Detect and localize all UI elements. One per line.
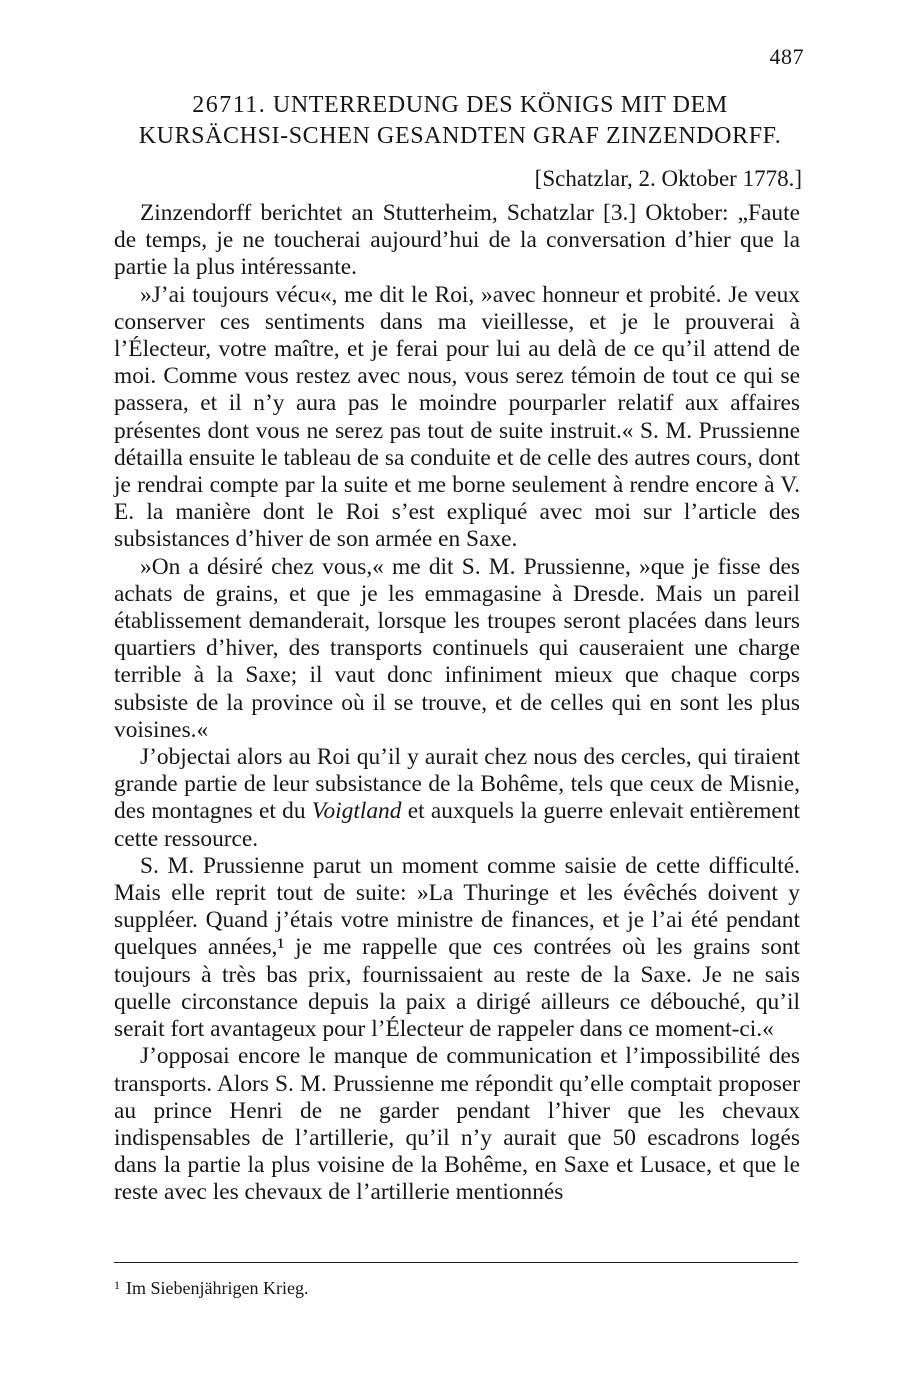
paragraph-3: »On a désiré chez vous,« me dit S. M. Prussienne, »que je fisse des achats de grains, et que je les emmagasine à Dresde. Mais un pareil établissement demanderait, lorsque les troupes seront placées dans leurs quartiers d’hiver, des transports continuels qui causeraient une charge terrible à la Saxe; il vaut donc infiniment mieux que chaque corps subsiste de la province où il se trouve, et de celles qui en sont les plus voisines.« xyxy=(114,553,800,743)
footnote-rule xyxy=(114,1262,798,1263)
paragraph-4: J’objectai alors au Roi qu’il y aurait chez nous des cercles, qui tiraient grande partie de leur subsistance de la Bohême, tels que ceux de Misnie, des montagnes et du Voigtland et auxquels la guerre enlevait entièrement cette ressource. xyxy=(114,744,800,852)
page-number: 487 xyxy=(769,44,804,69)
heading-number: 26711. xyxy=(192,92,267,118)
paragraph-1: Zinzendorff berichtet an Stutterheim, Schatzlar [3.] Oktober: „Faute de temps, je ne toucherai aujourd’hui de la conversation d’hier que la partie la plus intéressante. xyxy=(114,200,800,281)
section-heading xyxy=(118,90,802,152)
dateline: [Schatzlar, 2. Oktober 1778.] xyxy=(534,166,802,191)
paragraph-2: »J’ai toujours vécu«, me dit le Roi, »avec honneur et probité. Je veux conserver ces sentiments dans ma vieillesse, et je le prouverai à l’Électeur, votre maître, et je ferai pour lui au delà de ce qu’il attend de moi. Comme vous restez avec nous, vous serez témoin de tout ce qui se passera, et il n’y aura pas le moindre pourparler relatif aux affaires présentes dont vous ne serez pas tout de suite instruit.« S. M. Prussienne détailla ensuite le tableau de sa conduite et de celle des autres cours, dont je rendrai compte par la suite et me borne seulement à rendre encore à V. E. la manière dont le Roi s’est expliqué avec moi sur l’article des subsistances d’hiver de son armée en Saxe. xyxy=(114,281,800,553)
footnote xyxy=(114,1278,308,1299)
footnote-text: Im Siebenjährigen Krieg. xyxy=(126,1278,309,1298)
paragraph-5: S. M. Prussienne parut un moment comme saisie de cette difficulté. Mais elle reprit tout de suite: »La Thuringe et les évêchés doivent y suppléer. Quand j’étais votre ministre de finances, et je l’ai été pendant quelques années,¹ je me rappelle que ces contrées où les grains sont toujours à très bas prix, fournissaient au reste de la Saxe. Je ne sais quelle circonstance depuis la paix a dirigé ailleurs ce débouché, qu’il serait fort avantageux pour l’Électeur de rappeler dans ce moment-ci.« xyxy=(114,852,800,1043)
paragraph-6: J’opposai encore le manque de communication et l’impossibilité des transports. Alors S. M. Prussienne me répondit qu’elle comptait proposer au prince Henri de ne garder pendant l’hiver que les chevaux indispensables de l’artillerie, qu’il n’y aurait que 50 escadrons logés dans la partie la plus voisine de la Bohême, en Saxe et Lusace, et que le reste avec les chevaux de l’artillerie mentionnés xyxy=(114,1043,800,1206)
italic-place-name: Voigtland xyxy=(311,798,402,825)
heading-title: UNTERREDUNG DES KÖNIGS MIT DEM KURSÄCHSI-SCHEN GESANDTEN GRAF ZINZENDORFF. xyxy=(138,92,782,149)
body-text xyxy=(114,200,800,1207)
footnote-marker: 1 xyxy=(114,1278,120,1292)
